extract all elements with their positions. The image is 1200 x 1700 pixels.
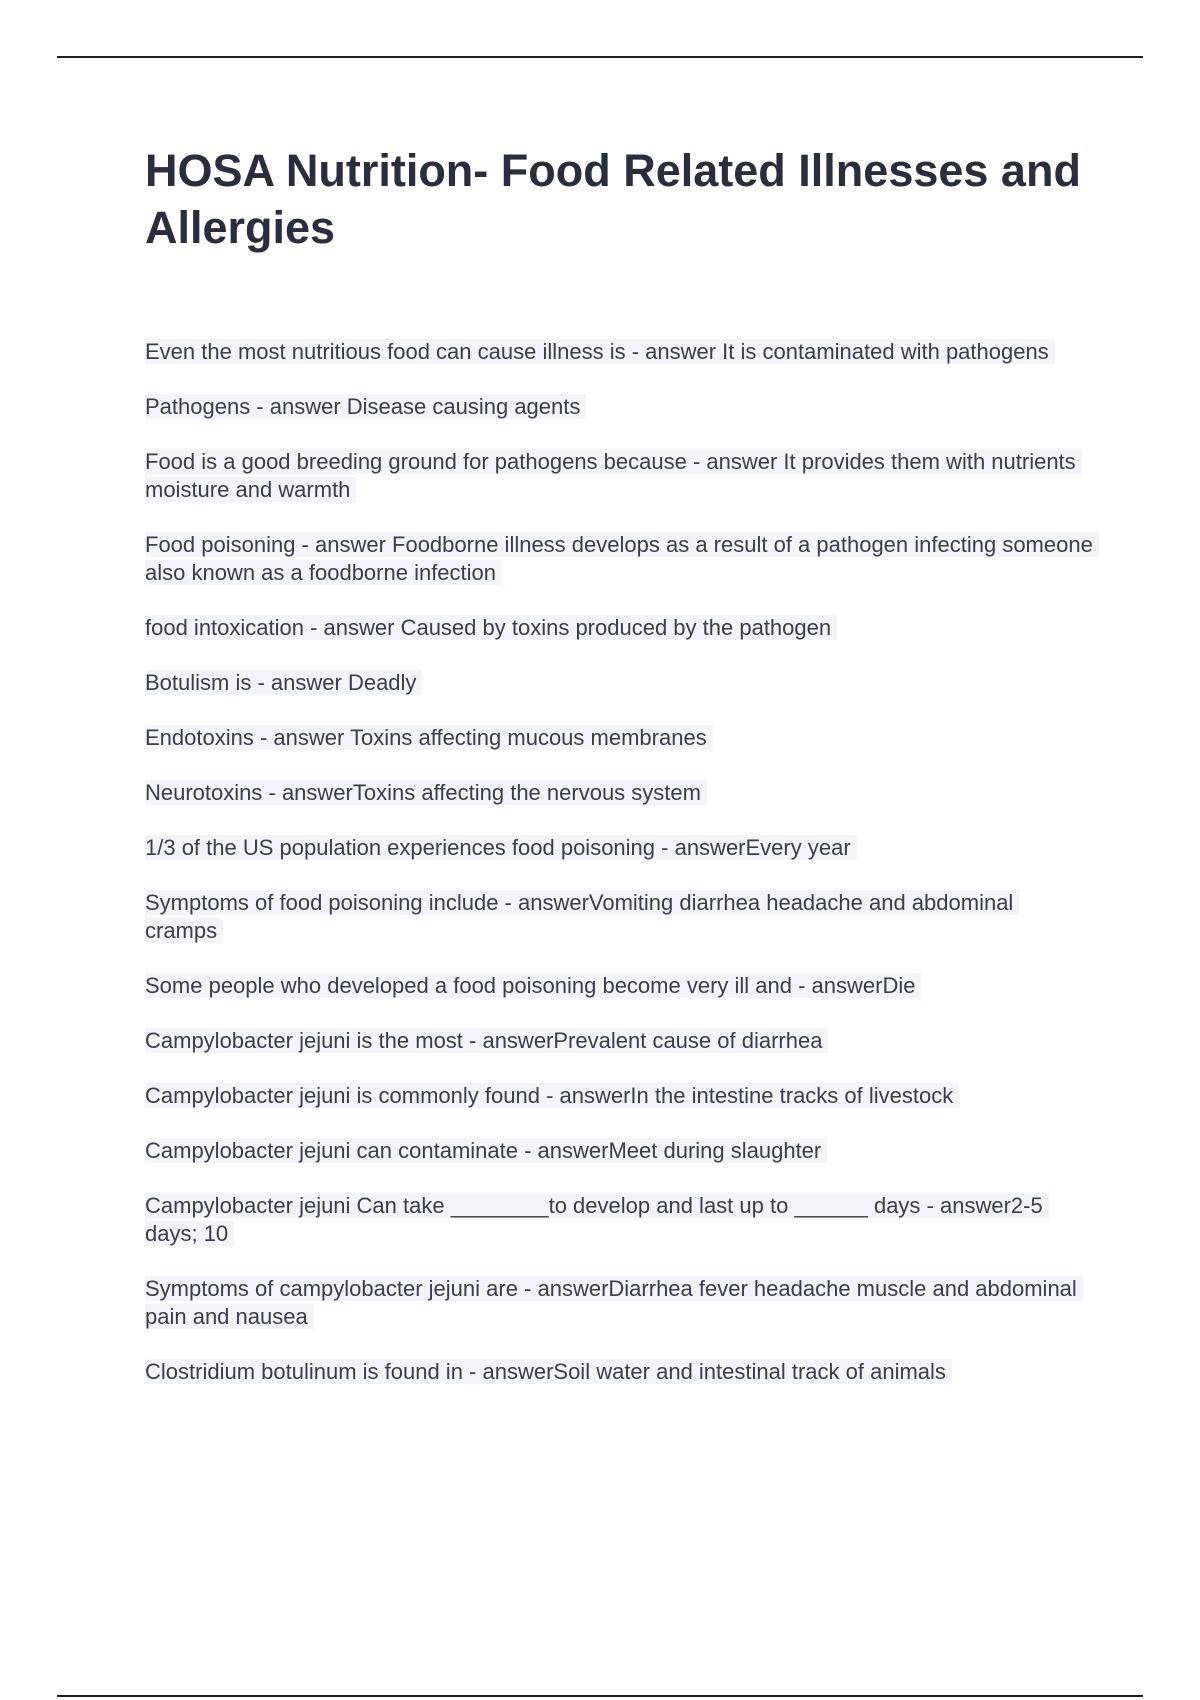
qa-list (145, 338, 1095, 1413)
top-rule (57, 56, 1143, 58)
qa-text: Campylobacter jejuni Can take ________to develop and last up to ______ days - answer2-5 days; 10 (145, 1193, 1049, 1246)
list-item (145, 1137, 1095, 1165)
list-item (145, 889, 1095, 945)
list-item (145, 1027, 1095, 1055)
list-item (145, 972, 1095, 1000)
list-item (145, 834, 1095, 862)
qa-text: Pathogens - answer Disease causing agents (145, 394, 586, 419)
list-item (145, 1275, 1095, 1331)
qa-text: Campylobacter jejuni is the most - answerPrevalent cause of diarrhea (145, 1028, 828, 1053)
qa-text: Campylobacter jejuni can contaminate - answerMeet during slaughter (145, 1138, 827, 1163)
bottom-rule (57, 1695, 1143, 1697)
qa-text: 1/3 of the US population experiences food poisoning - answerEvery year (145, 835, 857, 860)
list-item (145, 724, 1095, 752)
document-title: HOSA Nutrition- Food Related Illnesses and Allergies (145, 145, 1081, 253)
qa-text: Neurotoxins - answerToxins affecting the nervous system (145, 780, 707, 805)
qa-text: Some people who developed a food poisoning become very ill and - answerDie (145, 973, 921, 998)
list-item (145, 614, 1095, 642)
qa-text: Food poisoning - answer Foodborne illness develops as a result of a pathogen infecting someone also known as a foodborne infection (145, 532, 1099, 585)
list-item (145, 1192, 1095, 1248)
qa-text: Symptoms of campylobacter jejuni are - answerDiarrhea fever headache muscle and abdominal pain and nausea (145, 1276, 1083, 1329)
qa-text: Clostridium botulinum is found in - answerSoil water and intestinal track of animals (145, 1359, 952, 1384)
qa-text: Symptoms of food poisoning include - answerVomiting diarrhea headache and abdominal cramps (145, 890, 1019, 943)
list-item (145, 338, 1095, 366)
list-item (145, 1082, 1095, 1110)
qa-text: Campylobacter jejuni is commonly found - answerIn the intestine tracks of livestock (145, 1083, 959, 1108)
list-item (145, 1358, 1095, 1386)
qa-text: Food is a good breeding ground for pathogens because - answer It provides them with nutrients moisture and warmth (145, 449, 1082, 502)
list-item (145, 779, 1095, 807)
qa-text: food intoxication - answer Caused by toxins produced by the pathogen (145, 615, 837, 640)
qa-text: Endotoxins - answer Toxins affecting mucous membranes (145, 725, 713, 750)
qa-text: Even the most nutritious food can cause illness is - answer It is contaminated with pathogens (145, 339, 1055, 364)
list-item (145, 448, 1095, 504)
list-item (145, 531, 1095, 587)
qa-text: Botulism is - answer Deadly (145, 670, 422, 695)
list-item (145, 393, 1095, 421)
list-item (145, 669, 1095, 697)
